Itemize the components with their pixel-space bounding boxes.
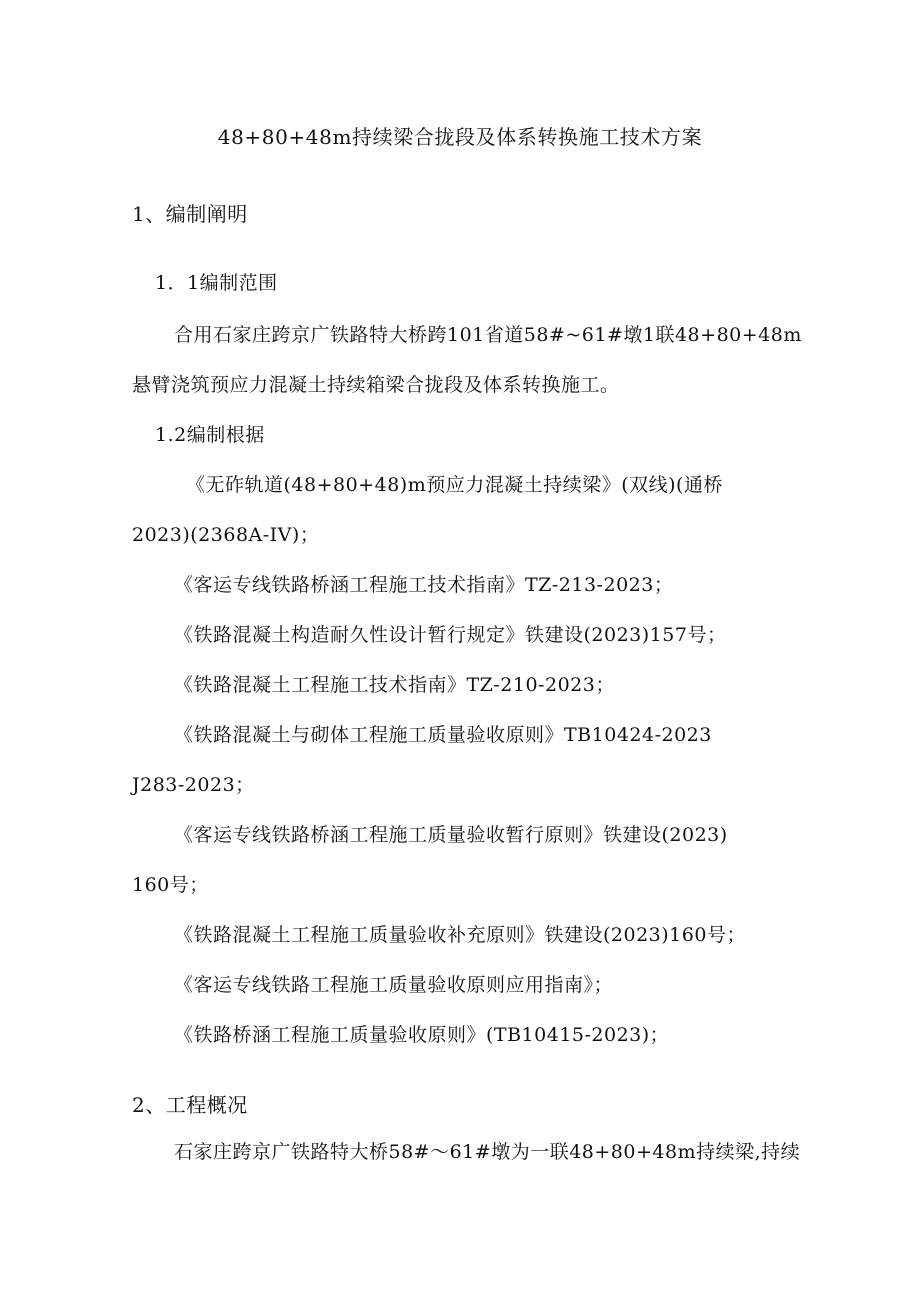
reference-line: 《铁路混凝土工程施工质量验收补充原则》铁建设(2023)160号； xyxy=(174,924,746,946)
reference-line: 《客运专线铁路桥涵工程施工质量验收暂行原则》铁建设(2023) xyxy=(174,824,728,846)
reference-line: 《铁路混凝土与砌体工程施工质量验收原则》TB10424-2023 xyxy=(174,724,712,746)
scope-paragraph-line-1: 合用石家庄跨京广铁路特大桥跨101省道58#~61#墩1联48+80+48m xyxy=(174,324,802,346)
reference-line: 《无砟轨道(48+80+48)m预应力混凝土持续梁》(双线)(通桥 xyxy=(186,474,723,496)
document-title: 48+80+48m持续梁合拢段及体系转换施工技术方案 xyxy=(217,125,703,149)
section-1-1-heading: 1．1编制范围 xyxy=(155,272,278,294)
reference-line: 《铁路混凝土构造耐久性设计暂行规定》铁建设(2023)157号； xyxy=(174,624,727,646)
section-1-2-heading: 1.2编制根据 xyxy=(155,424,265,446)
reference-line: 《客运专线铁路工程施工质量验收原则应用指南》； xyxy=(174,974,614,996)
reference-line: 2023)(2368A-IV)； xyxy=(132,524,320,546)
section-2-heading: 2、工程概况 xyxy=(132,1093,248,1117)
reference-line: 160号； xyxy=(132,874,209,896)
overview-paragraph-line-1: 石家庄跨京广铁路特大桥58#～61#墩为一联48+80+48m持续梁,持续 xyxy=(174,1141,801,1163)
reference-line: 《铁路桥涵工程施工质量验收原则》(TB10415-2023)； xyxy=(174,1024,670,1046)
reference-line: J283-2023； xyxy=(132,774,255,796)
reference-line: 《客运专线铁路桥涵工程施工技术指南》TZ-213-2023； xyxy=(174,574,674,596)
section-1-heading: 1、编制阐明 xyxy=(132,202,248,226)
reference-line: 《铁路混凝土工程施工技术指南》TZ-210-2023； xyxy=(174,674,615,696)
scope-paragraph-line-2: 悬臂浇筑预应力混凝土持续箱梁合拢段及体系转换施工。 xyxy=(132,374,620,396)
